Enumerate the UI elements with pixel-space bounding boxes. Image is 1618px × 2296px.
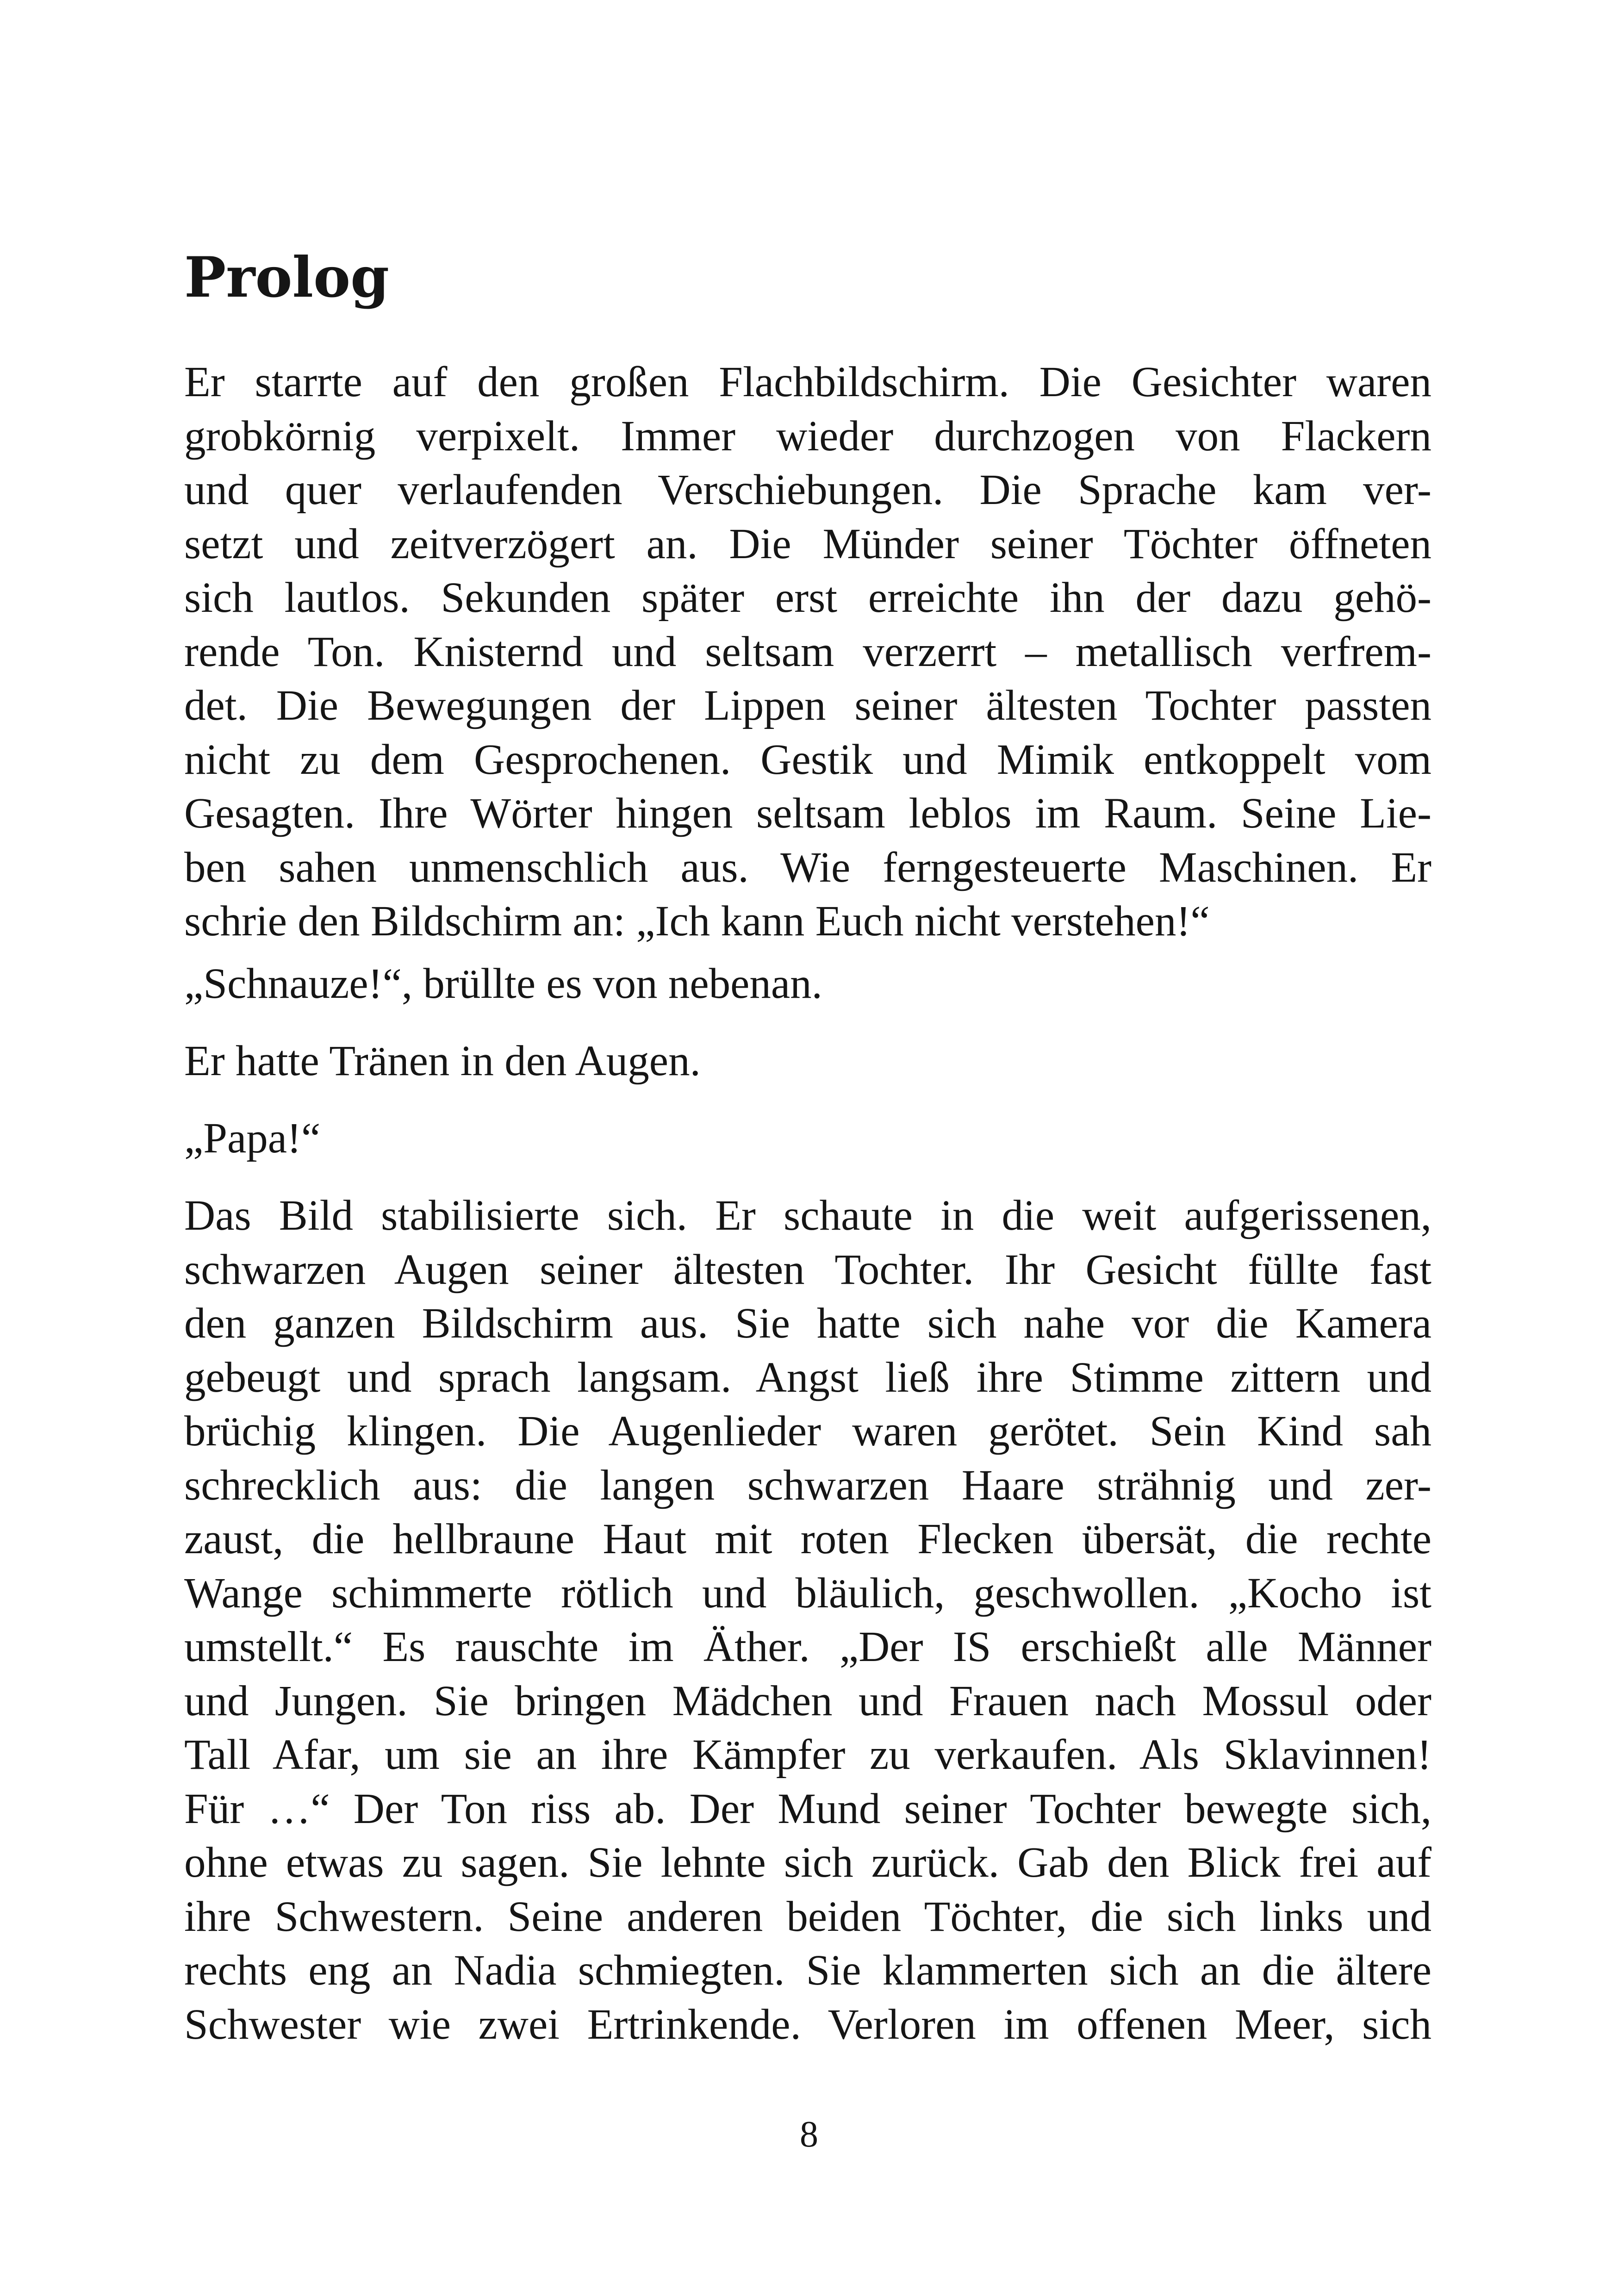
text-line: Wange schimmerte rötlich und bläulich, geschwollen. „Kocho ist (184, 1569, 1431, 1617)
text-line: schrie den Bildschirm an: „Ich kann Euch nicht verstehen!“ (184, 897, 1210, 945)
paragraph-2 (184, 957, 1431, 1011)
text-line: Das Bild stabilisierte sich. Er schaute in die weit aufgerissenen, (184, 1192, 1431, 1239)
text-line: Tall Afar, um sie an ihre Kämpfer zu verkaufen. Als Sklavinnen! (184, 1731, 1431, 1779)
text-line: brüchig klingen. Die Augenlieder waren gerötet. Sein Kind sah (184, 1407, 1431, 1455)
page-number: 8 (800, 2114, 818, 2155)
text-line: und Jungen. Sie bringen Mädchen und Frauen nach Mossul oder (184, 1677, 1431, 1725)
text-line: rechts eng an Nadia schmiegten. Sie klammerten sich an die ältere (184, 1947, 1431, 1994)
text-line: ohne etwas zu sagen. Sie lehnte sich zurück. Gab den Blick frei auf (184, 1839, 1431, 1886)
text-line: gebeugt und sprach langsam. Angst ließ ihre Stimme zittern und (184, 1353, 1431, 1401)
text-line: rende Ton. Knisternd und seltsam verzerrt – metallisch verfrem- (184, 628, 1431, 676)
text-line: setzt und zeitverzögert an. Die Münder seiner Töchter öffneten (184, 520, 1431, 568)
text-line: Gesagten. Ihre Wörter hingen seltsam leblos im Raum. Seine Lie- (184, 790, 1431, 837)
text-line: sich lautlos. Sekunden später erst erreichte ihn der dazu gehö- (184, 574, 1431, 622)
paragraph-5 (184, 1189, 1431, 2052)
text-line: schwarzen Augen seiner ältesten Tochter. Ihr Gesicht füllte fast (184, 1245, 1431, 1294)
text-line: ben sahen unmenschlich aus. Wie ferngesteuerte Maschinen. Er (184, 843, 1431, 891)
text-line: „Schnauze!“, brüllte es von nebenan. (184, 960, 822, 1008)
text-line: schrecklich aus: die langen schwarzen Haare strähnig und zer- (184, 1461, 1431, 1509)
paragraph-3 (184, 1034, 1431, 1089)
text-line: nicht zu dem Gesprochenen. Gestik und Mimik entkoppelt vom (184, 735, 1431, 784)
text-line: ihre Schwestern. Seine anderen beiden Töchter, die sich links und (184, 1892, 1431, 1941)
text-line: det. Die Bewegungen der Lippen seiner ältesten Tochter passten (184, 682, 1431, 729)
text-line: „Papa!“ (184, 1114, 321, 1162)
text-line: den ganzen Bildschirm aus. Sie hatte sich nahe vor die Kamera (184, 1300, 1431, 1347)
text-line: umstellt.“ Es rauschte im Äther. „Der IS erschießt alle Männer (184, 1623, 1431, 1671)
paragraph-4 (184, 1112, 1431, 1166)
text-line: Er starrte auf den großen Flachbildschirm. Die Gesichter waren (184, 358, 1431, 406)
text-line: grobkörnig verpixelt. Immer wieder durchzogen von Flackern (184, 412, 1431, 460)
chapter-title: Prolog (184, 245, 390, 310)
paragraph-1 (184, 355, 1431, 949)
text-line: Schwester wie zwei Ertrinkende. Verloren im offenen Meer, sich (184, 2000, 1431, 2048)
text-line: zaust, die hellbraune Haut mit roten Flecken übersät, die rechte (184, 1515, 1431, 1563)
text-line: Er hatte Tränen in den Augen. (184, 1037, 701, 1085)
text-line: Für …“ Der Ton riss ab. Der Mund seiner Tochter bewegte sich, (184, 1785, 1431, 1833)
text-line: und quer verlaufenden Verschiebungen. Die Sprache kam ver- (184, 466, 1431, 514)
